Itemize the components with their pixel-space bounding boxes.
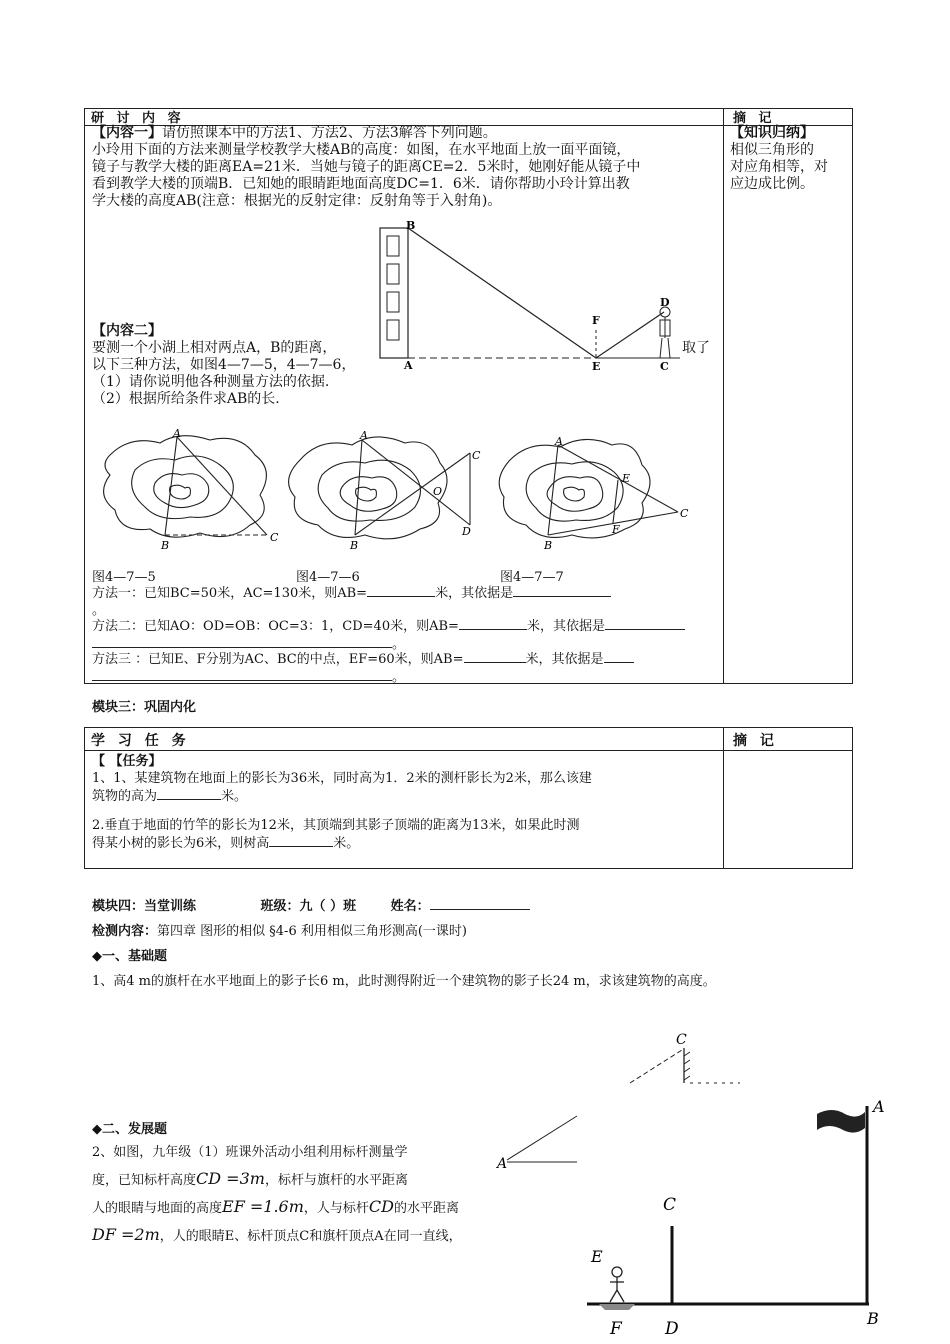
task1-line1: 1、1、某建筑物在地面上的影长为36米，同时高为1．2米的测杆影长为2米，那么该建 <box>92 771 592 786</box>
fig-label-b: B <box>867 1309 879 1328</box>
fig-label-e: E <box>591 1247 603 1266</box>
lake-figure-2 <box>289 437 470 539</box>
header-research-content: 研 讨 内 容 <box>91 111 185 126</box>
task2-line1: 2.垂直于地面的竹竿的影长为12米，其顶端到其影子顶端的距离为13米，如果此时测 <box>92 818 580 833</box>
content-one-line: 镜子与教学大楼的距离EA=21米．当她与镜子的距离CE=2．5米时，她刚好能从镜子中 <box>92 159 641 175</box>
label-f: F <box>592 314 600 327</box>
content-one-line: 学大楼的高度AB(注意：根据光的反射定律：反射角等于入射角)。 <box>92 193 502 209</box>
lake-figure-3 <box>499 439 678 537</box>
fig3-label-f: F <box>612 523 620 536</box>
method-one-given: BC=50米，AC=130米，则AB= <box>170 586 368 601</box>
task1-line2-suffix: 米。 <box>221 789 248 804</box>
method-three-prefix: 方法三 ：已知 <box>92 652 175 667</box>
test-content-line <box>92 920 467 939</box>
task2-answer-blank[interactable] <box>269 834 333 847</box>
method-three-basis-blank[interactable] <box>604 650 634 663</box>
test-content: 第四章 图形的相似 §4-6 利用相似三角形测高(一课时) <box>157 924 467 939</box>
content-one-intro: 请仿照课本中的方法1、方法2、方法3解答下列问题。 <box>162 125 497 141</box>
method-one-unit: 米，其依据是 <box>435 586 514 601</box>
label-b: B <box>406 220 416 232</box>
question-one: 1、高4 m的旗杆在水平地面上的影子长6 m，此时测得附近一个建筑物的影子长24 m，求该建筑物的高度。 <box>92 974 716 989</box>
caption-fig-3: 图4—7—7 <box>500 570 564 585</box>
fig-label-f: F <box>610 1319 622 1339</box>
q2-line2b: ，标杆与旗杆的水平距离 <box>264 1173 408 1188</box>
knowledge-note <box>730 125 850 193</box>
method-one-end: 。 <box>92 603 106 618</box>
name-blank[interactable] <box>430 897 530 910</box>
method-two <box>92 617 722 653</box>
method-one <box>92 584 722 619</box>
caption-fig-2: 图4—7—6 <box>296 570 360 585</box>
method-two-prefix: 方法二：已知 <box>92 619 171 634</box>
knowledge-label: 【知识归纳】 <box>730 125 814 141</box>
fig3-label-b: B <box>544 539 553 552</box>
task1-line2-prefix: 筑物的高为 <box>92 789 158 804</box>
fig1-label-a: A <box>173 427 181 440</box>
fig2-label-a: A <box>360 429 368 442</box>
method-two-unit: 米，其依据是 <box>526 619 605 634</box>
method-three-basis-blank-cont[interactable] <box>92 668 392 681</box>
module-four-title: 模块四：当堂训练 <box>92 899 197 914</box>
label-c: C <box>660 360 669 373</box>
fig2-label-b: B <box>350 539 359 552</box>
method-two-given: AO：OD=OB：OC=3：1，CD=40米，则AB= <box>170 619 459 634</box>
method-one-basis-blank[interactable] <box>513 584 611 597</box>
fig3-label-c: C <box>680 507 689 520</box>
label-a: A <box>404 359 413 372</box>
content-two-line1: 要测一个小湖上相对两点A，B的距离， <box>92 340 337 356</box>
fragment-label-a: A <box>497 1156 508 1172</box>
test-label: 检测内容： <box>92 924 158 939</box>
content-one-line: 小玲用下面的方法来测量学校教学大楼AB的高度：如图，在水平地面上放一面平面镜， <box>92 142 631 158</box>
knowledge-line: 对应角相等，对 <box>730 159 828 175</box>
method-three-given: E、F分别为AC、BC的中点，EF=60米，则AB= <box>174 652 464 667</box>
fig-label-d: D <box>665 1319 679 1339</box>
fragment-label-c: C <box>676 1032 687 1048</box>
q2-line3a: 人的眼睛与地面的高度 <box>92 1201 223 1216</box>
task2-line2-suffix: 米。 <box>333 836 360 851</box>
lake-figure-1 <box>104 436 267 538</box>
header-notes: 摘 记 <box>733 111 776 126</box>
module-three-title: 模块三：巩固内化 <box>92 700 197 715</box>
label-d: D <box>660 296 670 309</box>
content-one-block <box>92 125 722 210</box>
fig1-label-c: C <box>270 531 279 544</box>
development-title: ◆二、发展题 <box>92 1122 167 1137</box>
q2-line1: 2、如图，九年级（1）班课外活动小组利用标杆测量学 <box>92 1145 408 1160</box>
basic-title: ◆一、基础题 <box>92 949 167 964</box>
content-two-block <box>92 323 722 408</box>
method-three-end: 。 <box>392 670 406 685</box>
flagpole-figure <box>577 1092 897 1344</box>
caption-fig-1: 图4—7—5 <box>92 570 156 585</box>
q2-line2a: 度，已知标杆高度 <box>92 1173 197 1188</box>
knowledge-line: 应边成比例。 <box>730 176 814 192</box>
fig2-label-o: O <box>433 485 443 498</box>
fig-label-c: C <box>663 1195 677 1215</box>
header-task-notes: 摘 记 <box>733 733 778 749</box>
task2-line2-prefix: 得某小树的影长为6米，则树高 <box>92 836 270 851</box>
task-block <box>92 753 722 852</box>
content-two-q1: （1）请你说明他各种测量方法的依据. <box>92 374 330 390</box>
q2-math-df: DF =2m <box>92 1225 160 1244</box>
module-four-header <box>92 895 530 914</box>
label-e: E <box>592 360 601 373</box>
method-two-basis-blank[interactable] <box>605 617 685 630</box>
q2-line4: ，人的眼睛E、标杆顶点C和旗杆顶点A在同一直线， <box>159 1229 462 1244</box>
method-two-answer-blank[interactable] <box>459 617 527 630</box>
q2-math-ef: EF =1.6m <box>222 1197 304 1216</box>
fig2-label-c: C <box>472 449 481 462</box>
reference-figure-fragment <box>600 1028 800 1094</box>
content-one-label: 【内容一】 <box>92 125 162 141</box>
task-label: 【 【任务】 <box>92 754 162 769</box>
q2-math-cd: CD =3m <box>196 1169 265 1188</box>
fig3-label-e: E <box>622 472 631 485</box>
method-two-end: 。 <box>392 637 406 652</box>
content-two-label: 【内容二】 <box>92 323 162 339</box>
name-label: 姓名： <box>390 899 430 914</box>
method-one-answer-blank[interactable] <box>367 584 435 597</box>
content-two-q2: （2）根据所给条件求AB的长. <box>92 391 280 407</box>
sightline-fragment <box>495 1108 585 1178</box>
class-label: 班级：九（ ）班 <box>260 899 357 914</box>
fig-label-a: A <box>873 1097 885 1116</box>
fig3-label-a: A <box>555 435 563 448</box>
lake-figures <box>90 425 715 560</box>
q2-line3b: ，人与标杆 <box>303 1201 369 1216</box>
content-one-line: 看到教学大楼的顶端B．已知她的眼睛距地面高度DC=1．6米．请你帮助小玲计算出教 <box>92 176 630 192</box>
method-three-unit: 米，其依据是 <box>525 652 604 667</box>
fig1-label-b: B <box>161 539 170 552</box>
method-three-answer-blank[interactable] <box>464 650 526 663</box>
q2-math-cd2: CD <box>368 1197 394 1216</box>
task1-answer-blank[interactable] <box>157 787 221 800</box>
content-two-line1-tail: 取了 <box>682 340 710 356</box>
method-three <box>92 650 722 686</box>
method-two-basis-blank-cont[interactable] <box>92 635 392 648</box>
fig2-label-d: D <box>462 525 471 538</box>
content-two-line2: 以下三种方法，如图4—7—5，4—7—6， <box>92 357 356 373</box>
header-learning-task: 学 习 任 务 <box>91 733 190 749</box>
knowledge-line: 相似三角形的 <box>730 142 814 158</box>
method-one-prefix: 方法一：已知 <box>92 586 171 601</box>
q2-line3c: 的水平距离 <box>394 1201 460 1216</box>
